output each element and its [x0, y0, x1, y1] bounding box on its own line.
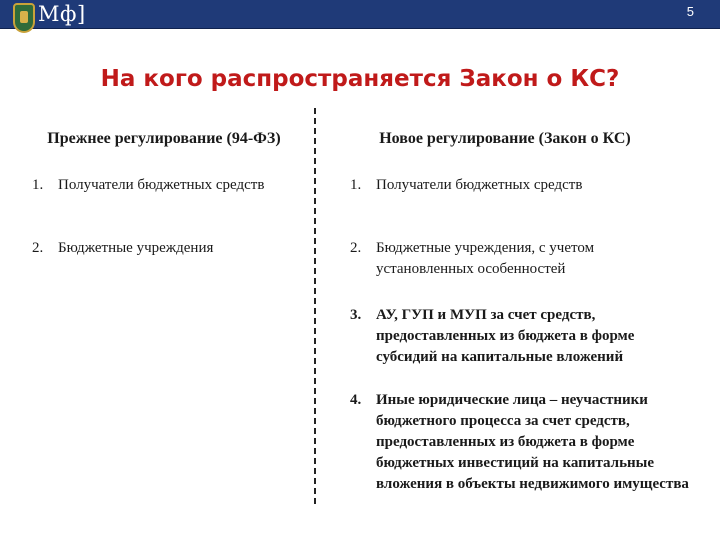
item-text: Получатели бюджетных средств — [58, 177, 265, 193]
item-number: 1. — [350, 177, 362, 193]
left-list-item — [32, 238, 292, 259]
column-divider — [314, 108, 316, 504]
left-list-item — [32, 175, 282, 196]
left-column-heading: Прежнее регулирование (94-ФЗ) — [47, 130, 281, 147]
right-list-item — [350, 305, 695, 368]
item-text: АУ, ГУП и МУП за счет средств, предоставленных из бюджета в форме субсидий на капитальные вложений — [376, 307, 635, 365]
right-column-heading: Новое регулирование (Закон о КС) — [379, 130, 631, 147]
top-bar — [0, 0, 720, 29]
item-text: Бюджетные учреждения, с учетом установленных особенностей — [376, 240, 595, 277]
item-number: 3. — [350, 307, 362, 323]
page-number: 5 — [686, 4, 694, 19]
item-number: 2. — [32, 240, 44, 256]
logo-text: Мф] — [38, 2, 86, 26]
item-number: 1. — [32, 177, 44, 193]
slide-title: На кого распространяется Закон о КС? — [100, 66, 620, 92]
right-list-item — [350, 175, 690, 196]
item-number: 2. — [350, 240, 362, 256]
item-text: Бюджетные учреждения — [58, 240, 214, 256]
item-text: Иные юридические лица – неучастники бюджетного процесса за счет средств, предоставленных из бюджета в форме бюджетных инвестиций на капитальные вложения в объекты недвижимого имущества — [376, 392, 689, 492]
right-list-item — [350, 238, 680, 280]
item-number: 4. — [350, 392, 362, 408]
right-list-item — [350, 390, 700, 495]
item-text: Получатели бюджетных средств — [376, 177, 583, 193]
coat-of-arms-icon — [13, 3, 35, 33]
